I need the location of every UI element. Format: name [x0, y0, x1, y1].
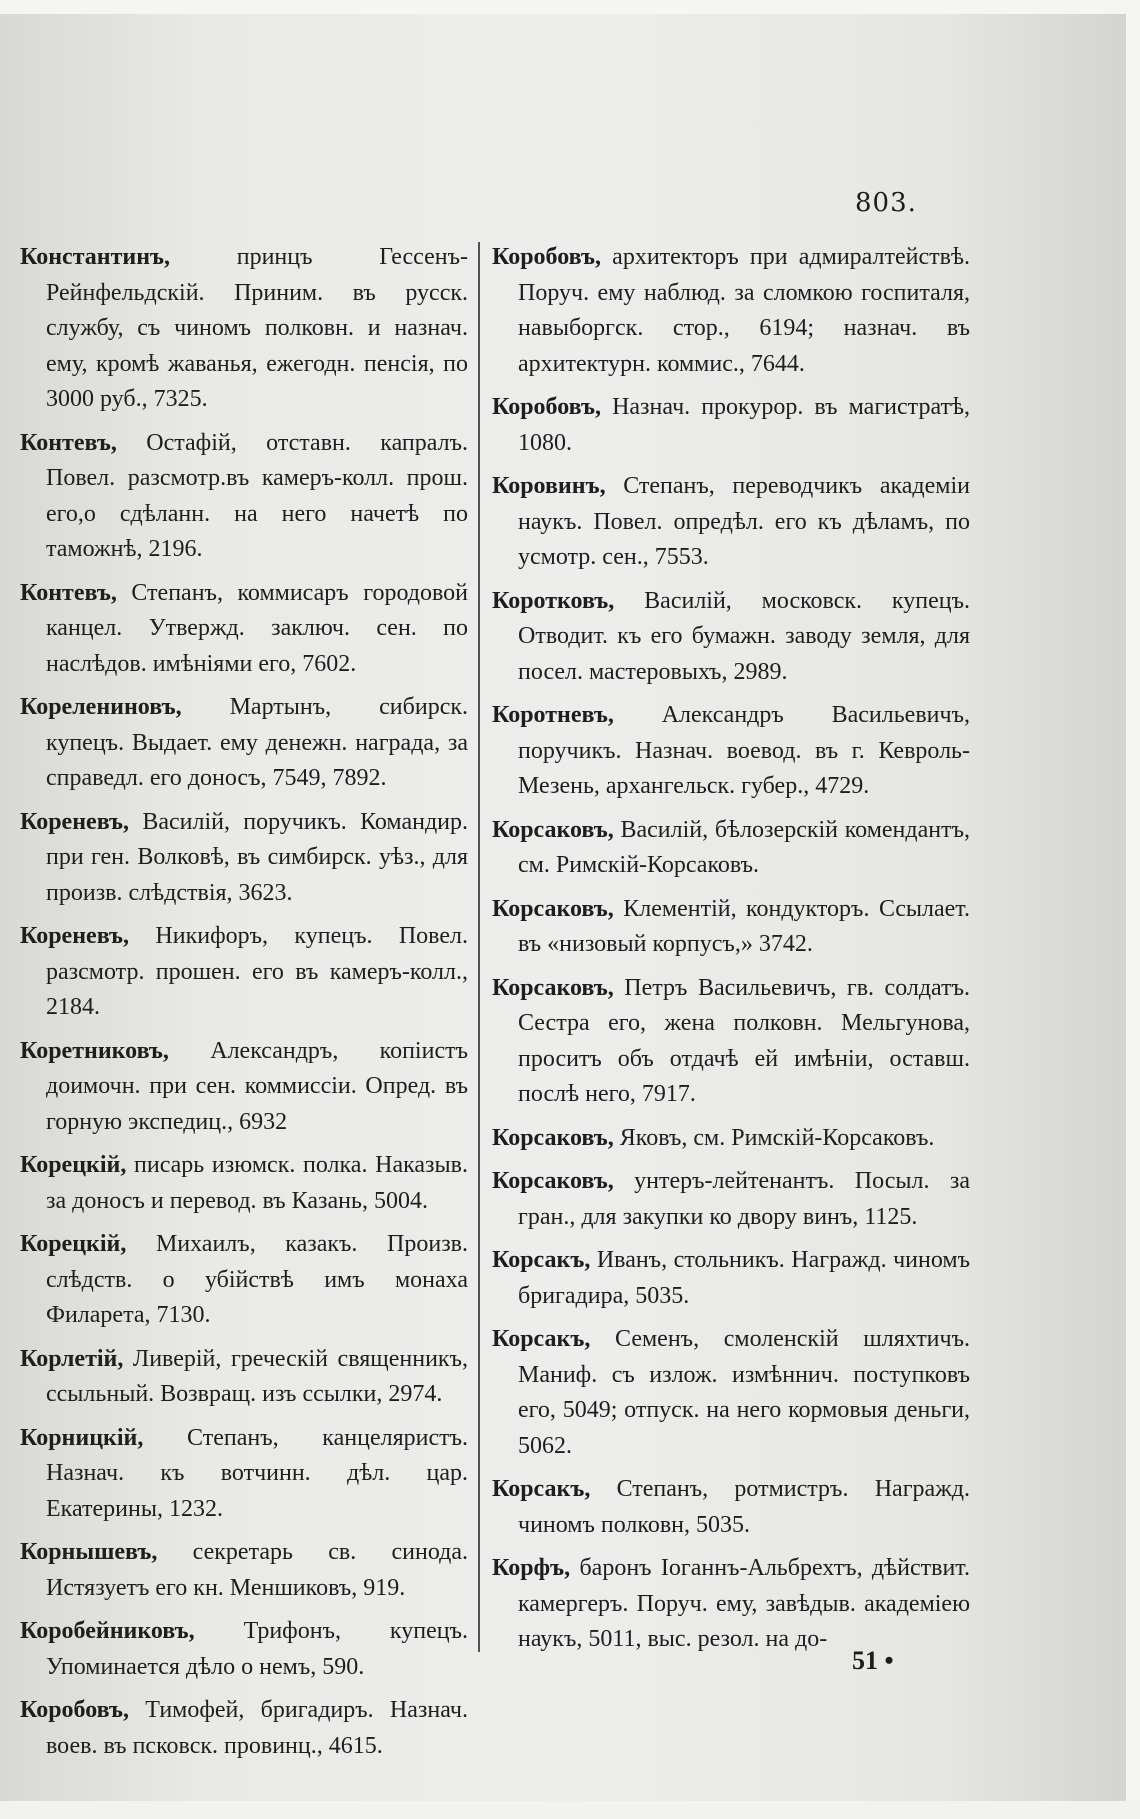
entry-text: Трифонъ, купецъ. Упоминается дѣло о немъ, 590.	[46, 1618, 468, 1680]
entry-text: Петръ Васильевичъ, гв. солдатъ. Сестра его, жена полковн. Мельгунова, проситъ объ отдачѣ ей имѣніи, оставш. послѣ него, 7917.	[518, 974, 970, 1107]
entry-headword: Контевъ,	[20, 429, 117, 456]
index-entry	[20, 1614, 468, 1685]
index-entry	[492, 1322, 970, 1464]
entry-headword: Корсакъ,	[492, 1247, 591, 1273]
index-entry	[20, 576, 468, 683]
entry-headword: Корлетій,	[20, 1345, 124, 1372]
page-edge-right	[1126, 0, 1140, 1819]
index-entry	[20, 1342, 468, 1413]
entry-headword: Коробовъ,	[492, 394, 601, 420]
entry-text: Тимофей, бригадиръ. Назнач. воев. въ псковск. провинц., 4615.	[46, 1697, 468, 1759]
entry-headword: Корсакъ,	[492, 1326, 591, 1352]
entry-headword: Коробовъ,	[20, 1697, 129, 1723]
entry-headword: Константинъ,	[20, 244, 171, 270]
index-entry	[20, 690, 468, 797]
entry-text: Ливерій, греческій священникъ, ссыльный. Возвращ. изъ ссылки, 2974.	[46, 1345, 468, 1407]
entry-headword: Коробовъ,	[492, 244, 601, 270]
page-edge-bottom	[0, 1801, 1140, 1819]
entry-text: Александръ Васильевичъ, поручикъ. Назнач. воевод. въ г. Кевроль-Мезень, архангельск. губер., 4729.	[518, 702, 970, 799]
entry-headword: Корфъ,	[492, 1555, 571, 1581]
page-edge-top	[0, 0, 1140, 14]
entry-headword: Кореневъ,	[20, 808, 130, 835]
entry-text: Василій, московск. купецъ. Отводит. къ его бумажн. заводу земля, для посел. мастеровыхъ, 2989.	[518, 587, 970, 685]
index-entry	[492, 240, 970, 382]
entry-text: Семенъ, смоленскій шляхтичъ. Маниф. съ излож. измѣннич. поступковъ его, 5049; отпуск. на него кормовыя деньги, 5062.	[518, 1326, 970, 1459]
page-number: 803.	[855, 188, 917, 218]
index-entry	[20, 426, 468, 568]
entry-text: секретарь св. синода. Истязуетъ его кн. Меншиковъ, 919.	[46, 1539, 468, 1601]
index-entry	[20, 919, 468, 1026]
entry-headword: Корсаковъ,	[492, 974, 614, 1001]
entry-headword: Корелениновъ,	[20, 694, 182, 720]
index-entry	[492, 1243, 970, 1314]
index-entry	[492, 1472, 970, 1543]
entry-headword: Кореневъ,	[20, 923, 130, 949]
entry-text: писарь изюмск. полка. Наказыв. за доносъ и перевод. въ Казань, 5004.	[46, 1152, 468, 1214]
index-entry	[20, 1034, 468, 1141]
entry-headword: Корнышевъ,	[20, 1539, 158, 1565]
entry-text: Яковъ, см. Римскій-Корсаковъ.	[613, 1124, 935, 1151]
index-entry	[492, 813, 970, 884]
entry-headword: Корсакъ,	[492, 1476, 591, 1502]
entry-text: Степанъ, переводчикъ академіи наукъ. Повел. опредѣл. его къ дѣламъ, по усмотр. сен., 7553.	[518, 473, 970, 570]
entry-headword: Коротневъ,	[492, 702, 614, 728]
entry-text: Александръ, копіистъ доимочн. при сен. коммиссіи. Опред. въ горную экспедиц., 6932	[46, 1037, 468, 1135]
index-entry	[492, 390, 970, 461]
entry-headword: Коробейниковъ,	[20, 1618, 195, 1644]
index-entry	[20, 1227, 468, 1334]
index-entry	[492, 469, 970, 576]
entry-headword: Корецкій,	[20, 1231, 127, 1257]
index-entry	[492, 1551, 970, 1658]
entry-text: Михаилъ, казакъ. Произв. слѣдств. о убійствѣ имъ монаха Филарета, 7130.	[46, 1231, 468, 1328]
signature-mark: 51 •	[852, 1646, 894, 1675]
index-entry	[492, 1164, 970, 1235]
index-entry	[20, 1535, 468, 1606]
entry-text: баронъ Іоганнъ-Альбрехтъ, дѣйствит. камергеръ. Поруч. ему, завѣдыв. академіею наукъ, 5011, выс. резол. на до-	[518, 1555, 970, 1652]
entry-text: Мартынъ, сибирск. купецъ. Выдает. ему денежн. награда, за справедл. его доносъ, 7549, 7892.	[46, 694, 468, 791]
entry-headword: Корницкій,	[20, 1424, 144, 1451]
entry-text: Иванъ, стольникъ. Награжд. чиномъ бригадира, 5035.	[518, 1247, 970, 1309]
entry-headword: Корсаковъ,	[492, 895, 614, 922]
index-entry	[492, 892, 970, 963]
index-entry	[20, 1693, 468, 1764]
entry-text: Назнач. прокурор. въ магистратѣ, 1080.	[518, 394, 970, 456]
entry-headword: Корсаковъ,	[492, 1168, 614, 1194]
entry-text: Степанъ, коммисаръ городовой канцел. Утвержд. заключ. сен. по наслѣдов. имѣніями его, 7602.	[46, 579, 468, 677]
entry-text: Василій, поручикъ. Командир. при ген. Волковѣ, въ симбирск. уѣз., для произв. слѣдствія, 3623.	[46, 808, 468, 906]
index-entry	[20, 805, 468, 912]
index-entry	[20, 1148, 468, 1219]
entry-text: Остафій, отставн. капралъ. Повел. разсмотр.въ камеръ-колл. прош. его,о сдѣланн. на него начетѣ по таможнѣ, 2196.	[46, 429, 468, 562]
entry-headword: Коротковъ,	[492, 587, 615, 614]
entry-text: архитекторъ при адмиралтействѣ. Поруч. ему наблюд. за сломкою госпиталя, навыборгск. стор., 6194; назнач. въ архитектурн. коммис., 7644.	[518, 244, 970, 377]
index-entry	[20, 1421, 468, 1528]
entry-text: Клементій, кондукторъ. Ссылает. въ «низовый корпусъ,» 3742.	[518, 895, 970, 957]
right-column	[492, 240, 970, 1666]
column-divider	[478, 242, 480, 1652]
entry-text: Степанъ, канцеляристъ. Назнач. къ вотчинн. дѣл. цар. Екатерины, 1232.	[46, 1424, 468, 1522]
index-entry	[20, 240, 468, 418]
entry-text: принцъ Гессенъ-Рейнфельдскій. Приним. въ русск. службу, съ чиномъ полковн. и назнач. ему, кромѣ жаванья, ежегодн. пенсія, по 3000 руб., 7325.	[46, 244, 468, 412]
index-entry	[492, 584, 970, 691]
entry-text: Никифоръ, купецъ. Повел. разсмотр. прошен. его въ камеръ-колл., 2184.	[46, 923, 468, 1020]
entry-headword: Корецкій,	[20, 1152, 127, 1178]
entry-text: унтеръ-лейтенантъ. Посыл. за гран., для закупки ко двору винъ, 1125.	[518, 1168, 970, 1230]
index-entry	[492, 1121, 970, 1157]
index-entry	[492, 698, 970, 805]
left-column	[20, 240, 468, 1772]
entry-headword: Корсаковъ,	[492, 1124, 614, 1151]
entry-text: Василій, бѣлозерскій комендантъ, см. Римскій-Корсаковъ.	[518, 816, 970, 878]
entry-headword: Контевъ,	[20, 579, 117, 606]
index-entry	[492, 971, 970, 1113]
entry-headword: Коретниковъ,	[20, 1037, 169, 1064]
entry-headword: Коровинъ,	[492, 473, 606, 499]
entry-headword: Корсаковъ,	[492, 816, 614, 843]
entry-text: Степанъ, ротмистръ. Награжд. чиномъ полковн, 5035.	[518, 1476, 970, 1538]
